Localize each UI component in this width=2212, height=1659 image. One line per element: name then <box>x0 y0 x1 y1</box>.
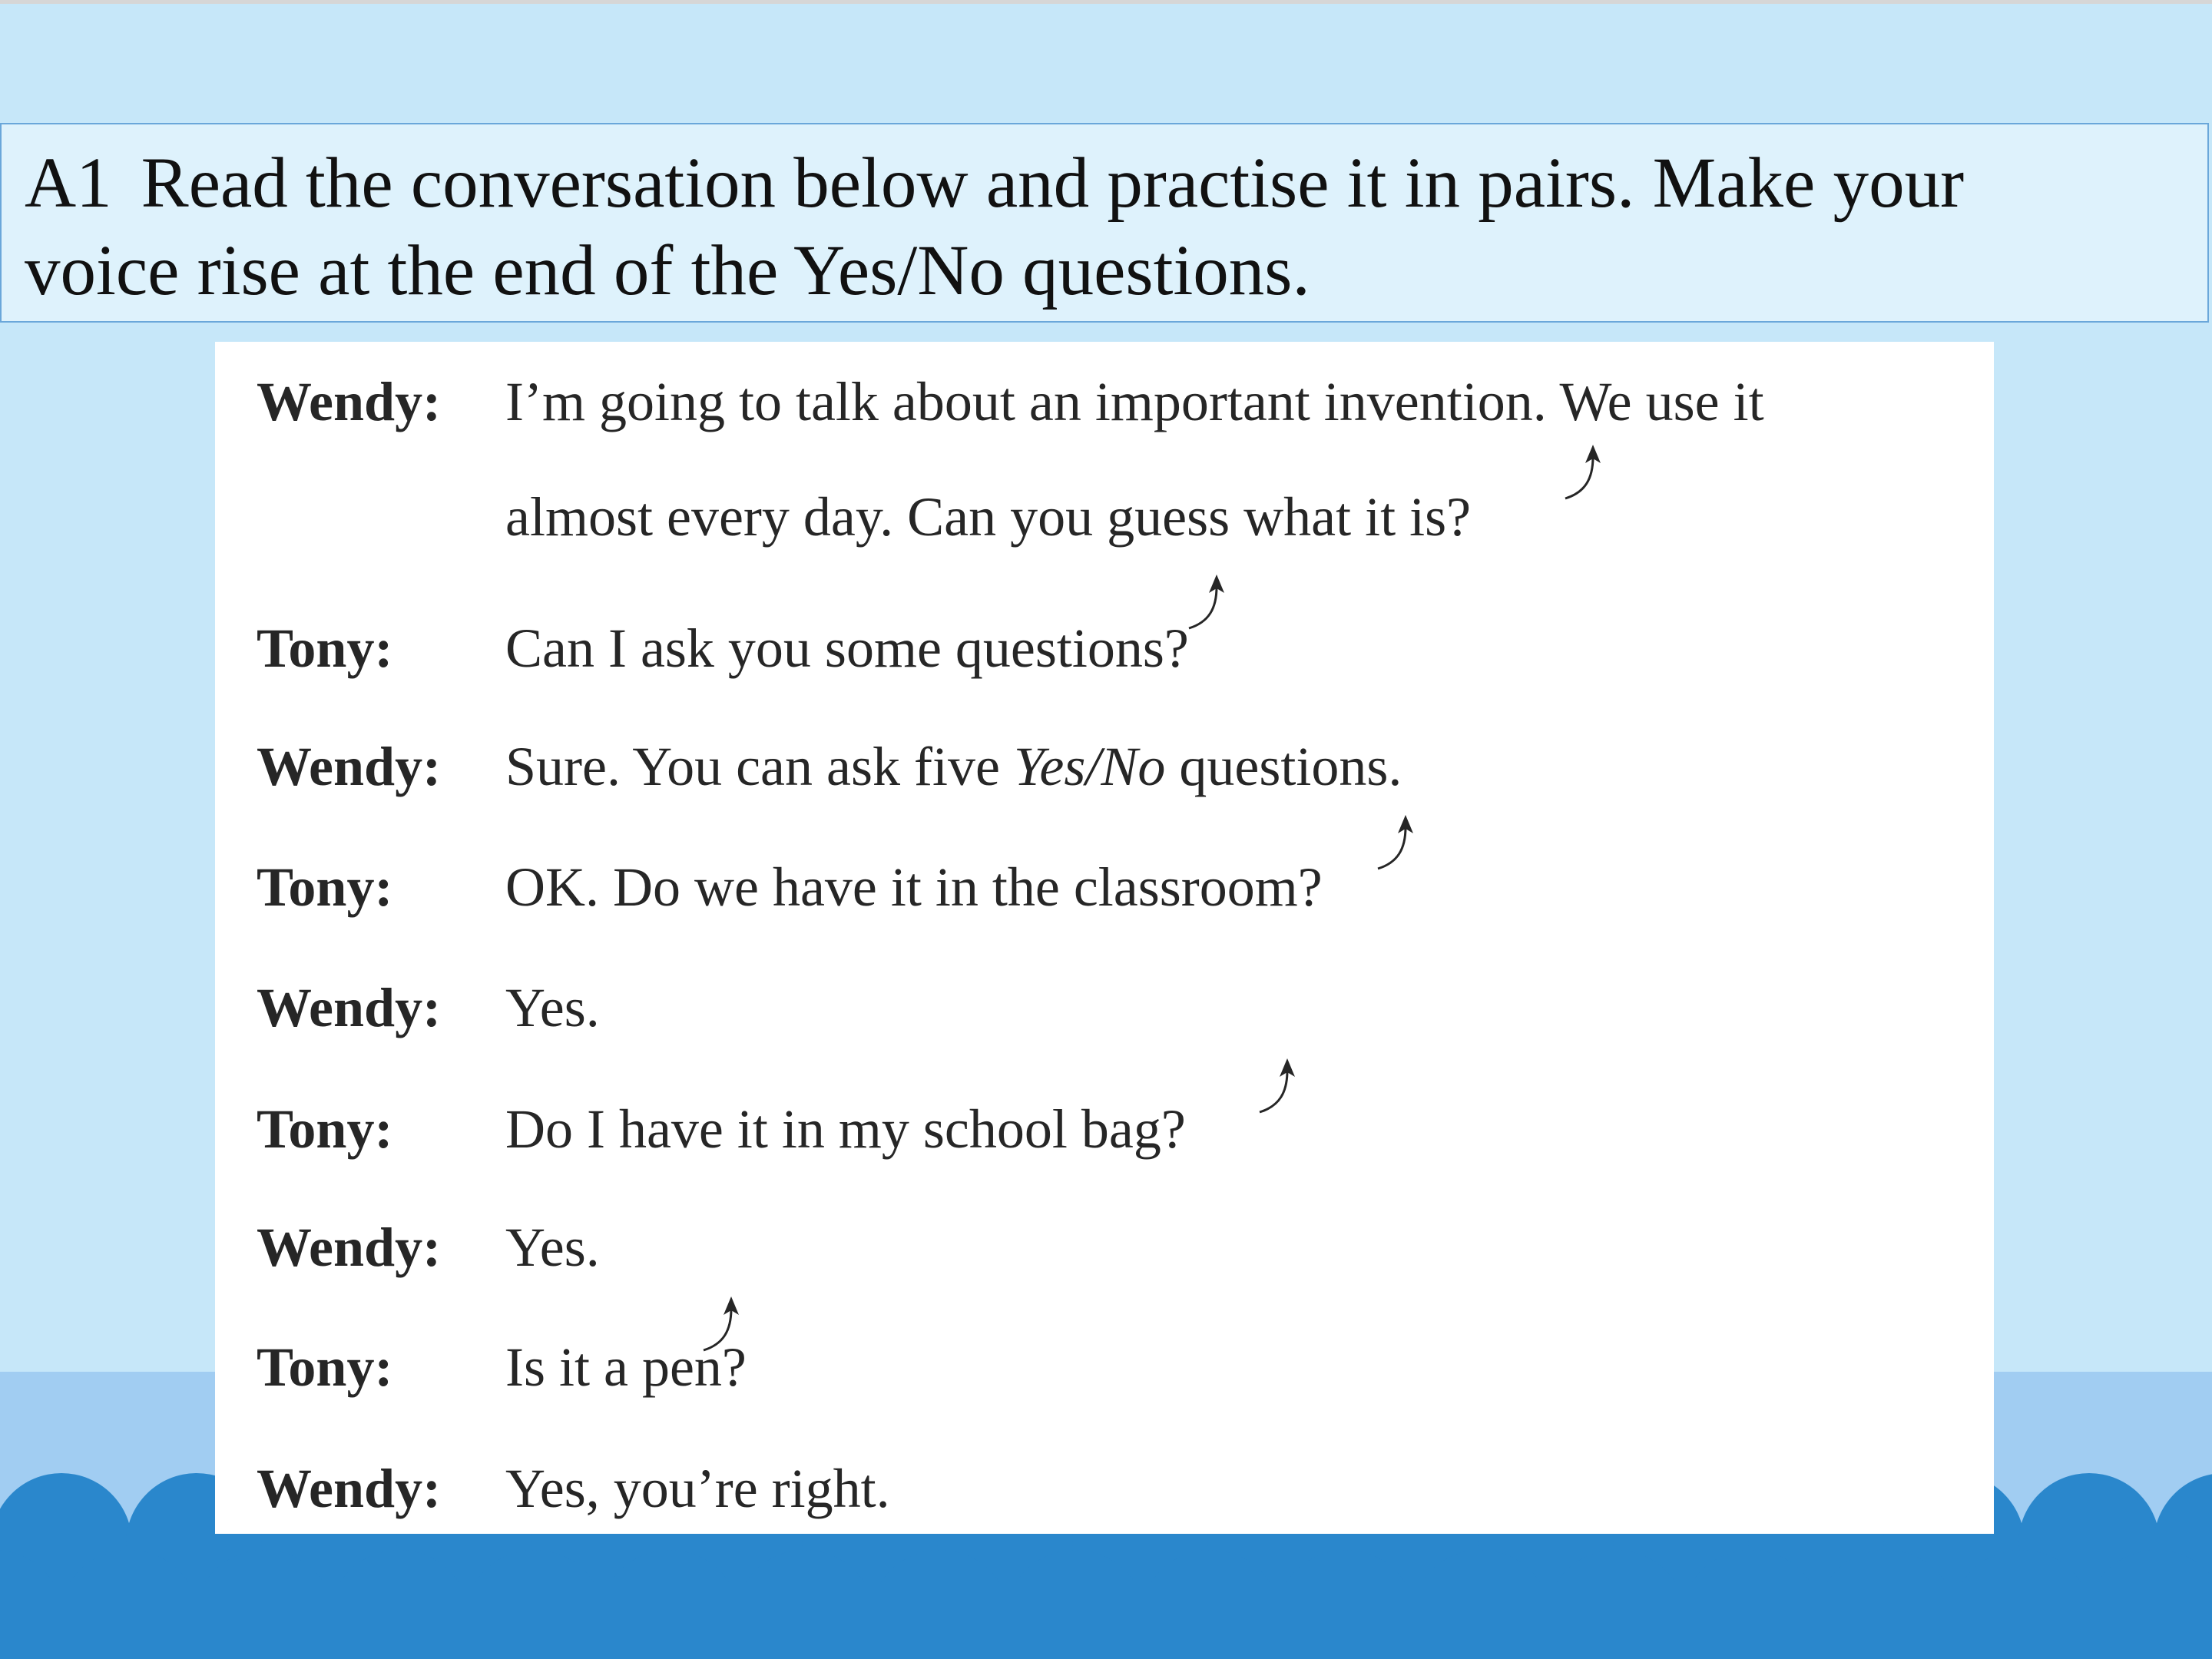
rising-intonation-arrow-icon <box>1559 440 1613 502</box>
dialogue-line <box>505 732 1402 801</box>
rising-intonation-arrow-icon <box>1253 1054 1307 1115</box>
yes-no-emphasis: Yes/No <box>1013 736 1166 797</box>
dialogue-line: Do I have it in my school bag? <box>505 1098 1186 1160</box>
conversation-card <box>215 342 1994 1534</box>
dialogue-line: Yes, you’re right. <box>505 1458 890 1519</box>
dialogue-line: Is it a pen? <box>505 1336 747 1398</box>
instruction-line-1 <box>25 140 2207 227</box>
rising-intonation-arrow-icon <box>1183 570 1237 631</box>
dialogue-line: OK. Do we have it in the classroom? <box>505 856 1323 918</box>
dialogue-line: Yes. <box>505 1217 600 1278</box>
instruction-text-1: Read the conversation below and practise it in pairs. Make your <box>141 144 1965 223</box>
speaker-name: Tony: <box>257 1098 393 1160</box>
top-border <box>0 0 2212 4</box>
speaker-name: Wendy: <box>257 977 442 1038</box>
speaker-name: Wendy: <box>257 1458 442 1519</box>
dialogue-text: Sure. You can ask five <box>505 736 1000 797</box>
dialogue-line: Yes. <box>505 977 600 1038</box>
speaker-name: Tony: <box>257 856 393 918</box>
dialogue-line: almost every day. Can you guess what it is? <box>505 486 1472 548</box>
dialogue-line: I’m going to talk about an important invention. We use it <box>505 371 1764 432</box>
dialogue-text: questions. <box>1179 736 1402 797</box>
instruction-banner <box>0 123 2209 323</box>
speaker-name: Wendy: <box>257 736 442 797</box>
speaker-name: Wendy: <box>257 1217 442 1278</box>
speaker-name: Tony: <box>257 618 393 679</box>
rising-intonation-arrow-icon <box>1372 810 1426 872</box>
speaker-name: Wendy: <box>257 371 442 432</box>
rising-intonation-arrow-icon <box>697 1292 751 1353</box>
dialogue-line: Can I ask you some questions? <box>505 618 1189 679</box>
instruction-line-2: voice rise at the end of the Yes/No questions. <box>25 231 1310 310</box>
activity-label: A1 <box>25 144 112 223</box>
speaker-name: Tony: <box>257 1336 393 1398</box>
